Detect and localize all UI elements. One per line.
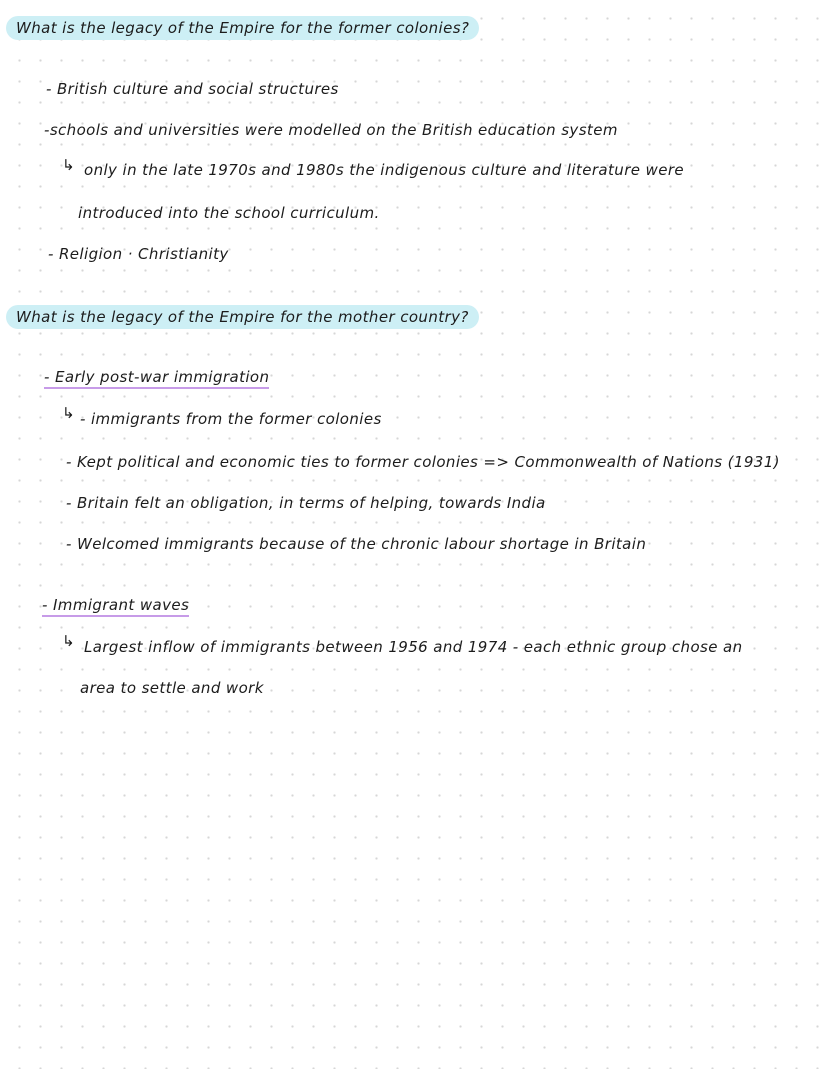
note-schools-universities: -schools and universities were modelled on the British education system xyxy=(44,121,618,139)
subheading-early-postwar xyxy=(44,368,269,389)
bullet-obligation: - Britain felt an obligation, in terms of helping, towards India xyxy=(66,494,546,512)
subheading-immigrant-waves xyxy=(42,596,189,617)
note-curriculum: introduced into the school curriculum. xyxy=(78,204,380,222)
turn-arrow-icon: ↳ xyxy=(62,156,75,174)
note-british-culture: - British culture and social structures xyxy=(46,80,339,98)
note-religion: - Religion · Christianity xyxy=(48,245,229,263)
turn-arrow-icon: ↳ xyxy=(62,404,75,422)
subheading-early-postwar-text: - Early post-war immigration xyxy=(44,368,269,389)
turn-arrow-icon: ↳ xyxy=(62,632,75,650)
bullet-labour-shortage: - Welcomed immigrants because of the chronic labour shortage in Britain xyxy=(66,535,647,553)
subheading-immigrant-waves-text: - Immigrant waves xyxy=(42,596,189,617)
question-former-colonies: What is the legacy of the Empire for the former colonies? xyxy=(6,16,479,40)
bullet-political-ties: - Kept political and economic ties to former colonies => Commonwealth of Nations (1931) xyxy=(66,453,780,471)
question-mother-country: What is the legacy of the Empire for the mother country? xyxy=(6,305,479,329)
note-largest-inflow: Largest inflow of immigrants between 1956 and 1974 - each ethnic group chose an xyxy=(84,638,743,656)
note-indigenous-culture: only in the late 1970s and 1980s the indigenous culture and literature were xyxy=(84,161,685,179)
note-settle-work: area to settle and work xyxy=(80,679,264,697)
note-immigrants-colonies: - immigrants from the former colonies xyxy=(80,410,382,428)
